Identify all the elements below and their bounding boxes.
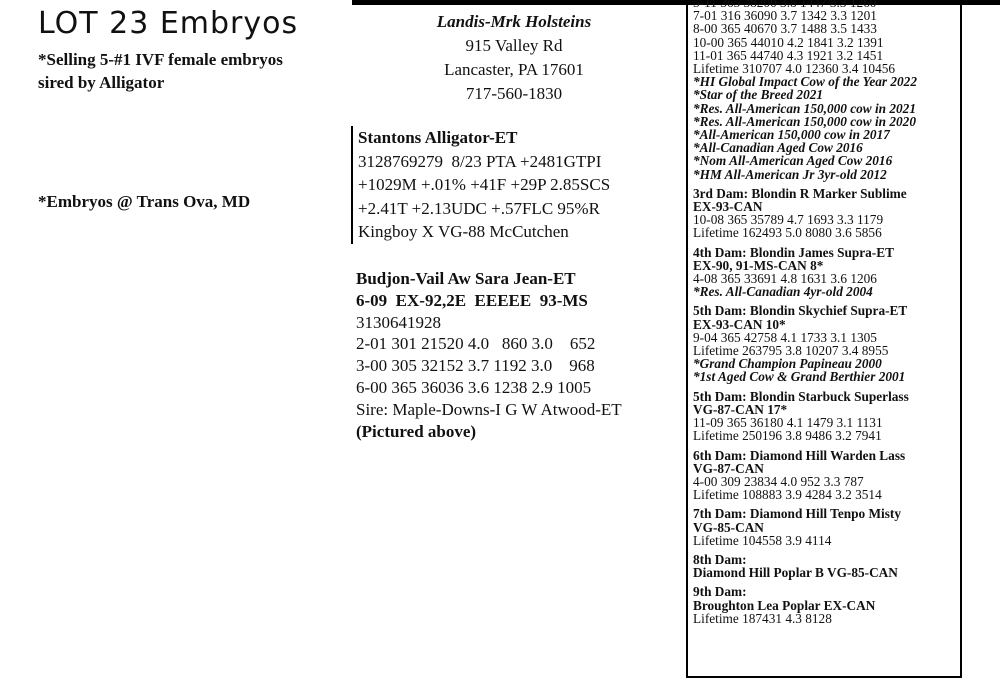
- pedigree-record: Lifetime 162493 5.0 8080 3.6 5856: [693, 225, 882, 241]
- sire-detail-line: +2.41T +2.13UDC +.57FLC 95%R: [358, 198, 600, 218]
- pedigree-honor: *Res. All-American 150,000 cow in 2020: [693, 113, 916, 129]
- pedigree-record: 5-11 365 38200 3.8 1447 3.3 1260: [693, 0, 877, 10]
- lot-subtitle-line: *Selling 5-#1 IVF female embryos: [38, 50, 283, 69]
- pedigree-record: Lifetime 187431 4.3 8128: [693, 610, 832, 626]
- pedigree-heading: VG-87-CAN 17*: [693, 401, 788, 417]
- consignor-block: [405, 10, 623, 106]
- pedigree-record: 9-04 365 42758 4.1 1733 3.1 1305: [693, 329, 877, 345]
- pedigree-heading: 4th Dam: Blondin James Supra-ET: [693, 244, 894, 260]
- pedigree-heading: 9th Dam:: [693, 584, 747, 600]
- dam-name: Budjon-Vail Aw Sara Jean-ET: [356, 269, 576, 288]
- pedigree-heading: 5th Dam: Blondin Skychief Supra-ET: [693, 303, 908, 319]
- pedigree-honor: *HI Global Impact Cow of the Year 2022: [693, 74, 917, 90]
- dam-record: 3-00 305 32152 3.7 1192 3.0 968: [356, 356, 595, 376]
- pedigree-record: 11-09 365 36180 4.1 1479 3.1 1131: [693, 415, 883, 431]
- pedigree-record: 10-08 365 35789 4.7 1693 3.3 1179: [693, 212, 884, 228]
- pedigree-record: 4-08 365 33691 4.8 1631 3.6 1206: [693, 271, 877, 287]
- pedigree-honor: *Nom All-American Aged Cow 2016: [693, 153, 893, 169]
- consignor-address: 915 Valley Rd: [465, 36, 563, 55]
- consignor-name: Landis-Mrk Holsteins: [436, 12, 592, 31]
- pedigree-record: Lifetime 104558 3.9 4114: [693, 532, 832, 548]
- pedigree-record: Lifetime 108883 3.9 4284 3.2 3514: [693, 487, 882, 503]
- sire-name: Stantons Alligator-ET: [358, 128, 518, 147]
- pedigree-honor: *1st Aged Cow & Grand Berthier 2001: [693, 369, 906, 385]
- pedigree-record: Lifetime 310707 4.0 12360 3.4 10456: [693, 61, 896, 77]
- pedigree-record: 11-01 365 44740 4.3 1921 3.2 1451: [693, 47, 884, 63]
- pedigree-panel: [686, 0, 962, 678]
- pedigree-heading: Broughton Lea Poplar EX-CAN: [693, 597, 876, 613]
- lot-subtitle-line: sired by Alligator: [38, 73, 165, 92]
- pedigree-honor: *All-American 150,000 cow in 2017: [693, 127, 890, 143]
- dam-registration: 3130641928: [356, 312, 441, 332]
- pedigree-heading: 7th Dam: Diamond Hill Tenpo Misty: [693, 506, 901, 522]
- pedigree-record: 4-00 309 23834 4.0 952 3.3 787: [693, 473, 864, 489]
- pedigree-record: 10-00 365 44010 4.2 1841 3.2 1391: [693, 34, 884, 50]
- pedigree-heading: VG-87-CAN: [693, 460, 764, 476]
- pedigree-heading: EX-93-CAN: [693, 199, 763, 215]
- sire-block: [351, 126, 688, 244]
- pedigree-record: 8-00 365 40670 3.7 1488 3.5 1433: [693, 21, 877, 37]
- dam-record: 6-00 365 36036 3.6 1238 2.9 1005: [356, 377, 592, 397]
- sire-detail-line: Kingboy X VG-88 McCutchen: [358, 222, 569, 241]
- dam-classification: 6-09 EX-92,2E EEEEE 93-MS: [356, 290, 588, 310]
- pedigree-honor: *Res. All-Canadian 4yr-old 2004: [693, 284, 873, 300]
- consignor-city: Lancaster, PA 17601: [444, 60, 584, 79]
- pedigree-heading: EX-90, 91-MS-CAN 8*: [693, 257, 824, 273]
- pedigree-honor: *HM All-American Jr 3yr-old 2012: [693, 166, 887, 182]
- pedigree-record: Lifetime 250196 3.8 9486 3.2 7941: [693, 428, 882, 444]
- pedigree-heading: Diamond Hill Poplar B VG-85-CAN: [693, 565, 898, 581]
- sire-detail-line: 3128769279 8/23 PTA +2481GTPI: [358, 151, 602, 171]
- consignor-phone: 717-560-1830: [465, 84, 563, 103]
- dam-note: (Pictured above): [356, 421, 477, 441]
- pedigree-honor: *Grand Champion Papineau 2000: [693, 356, 882, 372]
- pedigree-record: Lifetime 263795 3.8 10207 3.4 8955: [693, 343, 889, 359]
- dam-sire-line: Sire: Maple-Downs-I G W Atwood-ET: [356, 399, 622, 419]
- pedigree-heading: 6th Dam: Diamond Hill Warden Lass: [693, 447, 906, 463]
- lot-subtitle: [38, 48, 348, 94]
- pedigree-heading: 8th Dam:: [693, 551, 747, 567]
- pedigree-heading: VG-85-CAN: [693, 519, 764, 535]
- lot-title: LOT 23 Embryos: [38, 6, 299, 41]
- embryo-location: *Embryos @ Trans Ova, MD: [38, 192, 251, 211]
- dam-record: 2-01 301 21520 4.0 860 3.0 652: [356, 334, 596, 354]
- pedigree-heading: EX-93-CAN 10*: [693, 316, 786, 332]
- pedigree-honor: *All-Canadian Aged Cow 2016: [693, 140, 863, 156]
- pedigree-honor: *Star of the Breed 2021: [693, 87, 824, 103]
- sire-detail-line: +1029M +.01% +41F +29P 2.85SCS: [358, 175, 611, 194]
- pedigree-heading: 3rd Dam: Blondin R Marker Sublime: [693, 185, 907, 201]
- pedigree-record: 7-01 316 36090 3.7 1342 3.3 1201: [693, 8, 877, 24]
- pedigree-honor: *Res. All-American 150,000 cow in 2021: [693, 100, 916, 116]
- pedigree-heading: 5th Dam: Blondin Starbuck Superlass: [693, 388, 909, 404]
- dam-block: [356, 268, 686, 442]
